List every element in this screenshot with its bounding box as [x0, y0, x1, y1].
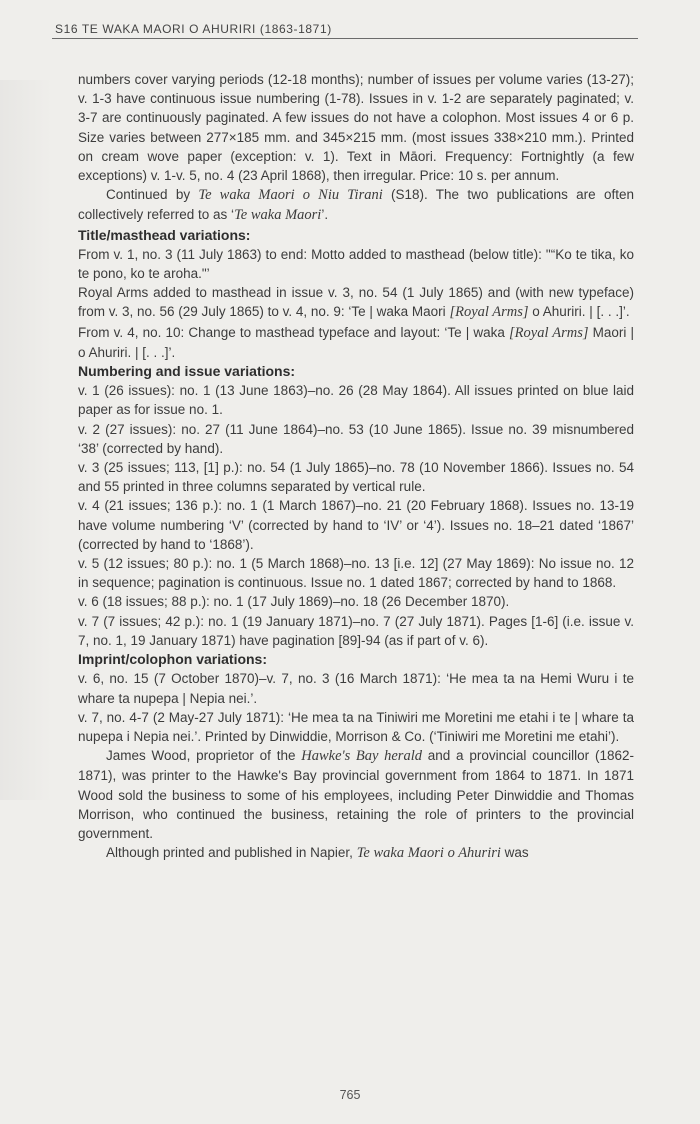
facing-page-bleed [0, 80, 52, 800]
masthead-entry: Royal Arms added to masthead in issue v. 3, no. 54 (1 July 1865) and (with new typeface) from v. 3, no. 56 (29 July 1865) to v. 4, no. 9: ‘Te | waka Maori [Royal Arms] o Ahuriri. | [. . .]’. [78, 285, 634, 321]
printer-paragraph: James Wood, proprietor of the Hawke's Bay herald and a provincial councillor (1862-1871), was printer to the Hawke's Bay provincial government from 1864 to 1871. In 1871 Wood sold the business to some of his employees, including Peter Dinwiddie and Thomas Morrison, who continued the business, retaining the role of printers to the provincial government. [78, 748, 634, 841]
intro-paragraph: numbers cover varying periods (12-18 months); number of issues per volume varies (13-27); v. 1-3 have continuous issue numbering (1-78). Issues in v. 1-2 are separately paginated; v. 3-7 are continuously paginated. A few issues do not have a colophon. Most issues 4 or 6 p. Size varies between 277×185 mm. and 345×215 mm. (most issues 338×210 mm.). Printed on cream wove paper (exception: v. 1). Text in Māori. Frequency: Fortnightly (a few exceptions) v. 1-v. 5, no. 4 (23 April 1868), then irregular. Price: 10 s. per annum. [78, 72, 634, 184]
page-body [78, 70, 634, 863]
imprint-entry: v. 7, no. 4-7 (2 May-27 July 1871): ‘He mea ta na Tiniwiri me Moretini me etahi i te | whare ta nupepa i Nepia nei.’. Printed by Dinwiddie, Morrison & Co. (‘Tiniwiri me Moretini me etahi’). [78, 709, 634, 744]
title-italic: Te waka Maori [234, 207, 322, 224]
continuation-paragraph: Continued by Te waka Maori o Niu Tirani (S18). The two publications are often collectively referred to as ‘Te waka Maori’. [78, 187, 634, 224]
page-number: 765 [339, 1088, 361, 1102]
imprint-entry: v. 6, no. 15 (7 October 1870)–v. 7, no. 3 (16 March 1871): ‘He mea ta na Hemi Wuru i te whare ta nupepa | Nepia nei.’. [78, 671, 634, 706]
numbering-entry: v. 6 (18 issues; 88 p.): no. 1 (17 July 1869)–no. 18 (26 December 1870). [78, 594, 510, 610]
header-rule [52, 38, 638, 39]
numbering-entry: v. 3 (25 issues; 113, [1] p.): no. 54 (1 July 1865)–no. 78 (10 November 1866). Issues no. 54 and 55 printed in three columns separated by vertical rule. [78, 460, 634, 495]
numbering-entry: v. 1 (26 issues): no. 1 (13 June 1863)–no. 26 (28 May 1864). All issues printed on blue laid paper as for issue no. 1. [78, 383, 634, 418]
numbering-entry: v. 2 (27 issues): no. 27 (11 June 1864)–no. 53 (10 June 1865). Issue no. 39 misnumbered ‘38’ (corrected by hand). [78, 421, 634, 456]
numbering-entry: v. 7 (7 issues; 42 p.): no. 1 (19 January 1871)–no. 7 (27 July 1871). Pages [1-6] (i.e. issue v. 7, no. 1, 19 January 1871) have pagination [89]-94 (as if part of v. 6). [78, 613, 634, 648]
numbering-entry: v. 4 (21 issues; 136 p.): no. 1 (1 March 1867)–no. 21 (20 February 1868). Issues no. 13-19 have volume numbering ‘V’ (corrected by hand to ‘IV’ or ‘4’). Issues no. 18–21 dated ‘1867’ (corrected by hand to ‘1868’). [78, 498, 634, 552]
numbering-entry: v. 5 (12 issues; 80 p.): no. 1 (5 March 1868)–no. 13 [i.e. 12] (27 May 1869): No issue no. 12 in sequence; pagination is continuous. Issue no. 1 dated 1867; corrected by hand to 1868. [78, 556, 634, 591]
closing-paragraph: Although printed and published in Napier, Te waka Maori o Ahuriri was [106, 845, 529, 862]
running-head: S16 TE WAKA MAORI O AHURIRI (1863-1871) [55, 22, 332, 36]
numbering-heading: Numbering and issue variations: [78, 363, 296, 380]
title-italic: Te waka Maori o Niu Tirani [198, 187, 383, 204]
masthead-entry: From v. 4, no. 10: Change to masthead typeface and layout: ‘Te | waka [Royal Arms] Maori | o Ahuriri. | [. . .]’. [78, 324, 635, 360]
masthead-entry: From v. 1, no. 3 (11 July 1863) to end: Motto added to masthead (below title): "“Ko te tika, ko te pono, ko te aroha."’ [78, 246, 634, 282]
title-masthead-heading: Title/masthead variations: [78, 226, 251, 243]
imprint-heading: Imprint/colophon variations: [78, 651, 268, 668]
